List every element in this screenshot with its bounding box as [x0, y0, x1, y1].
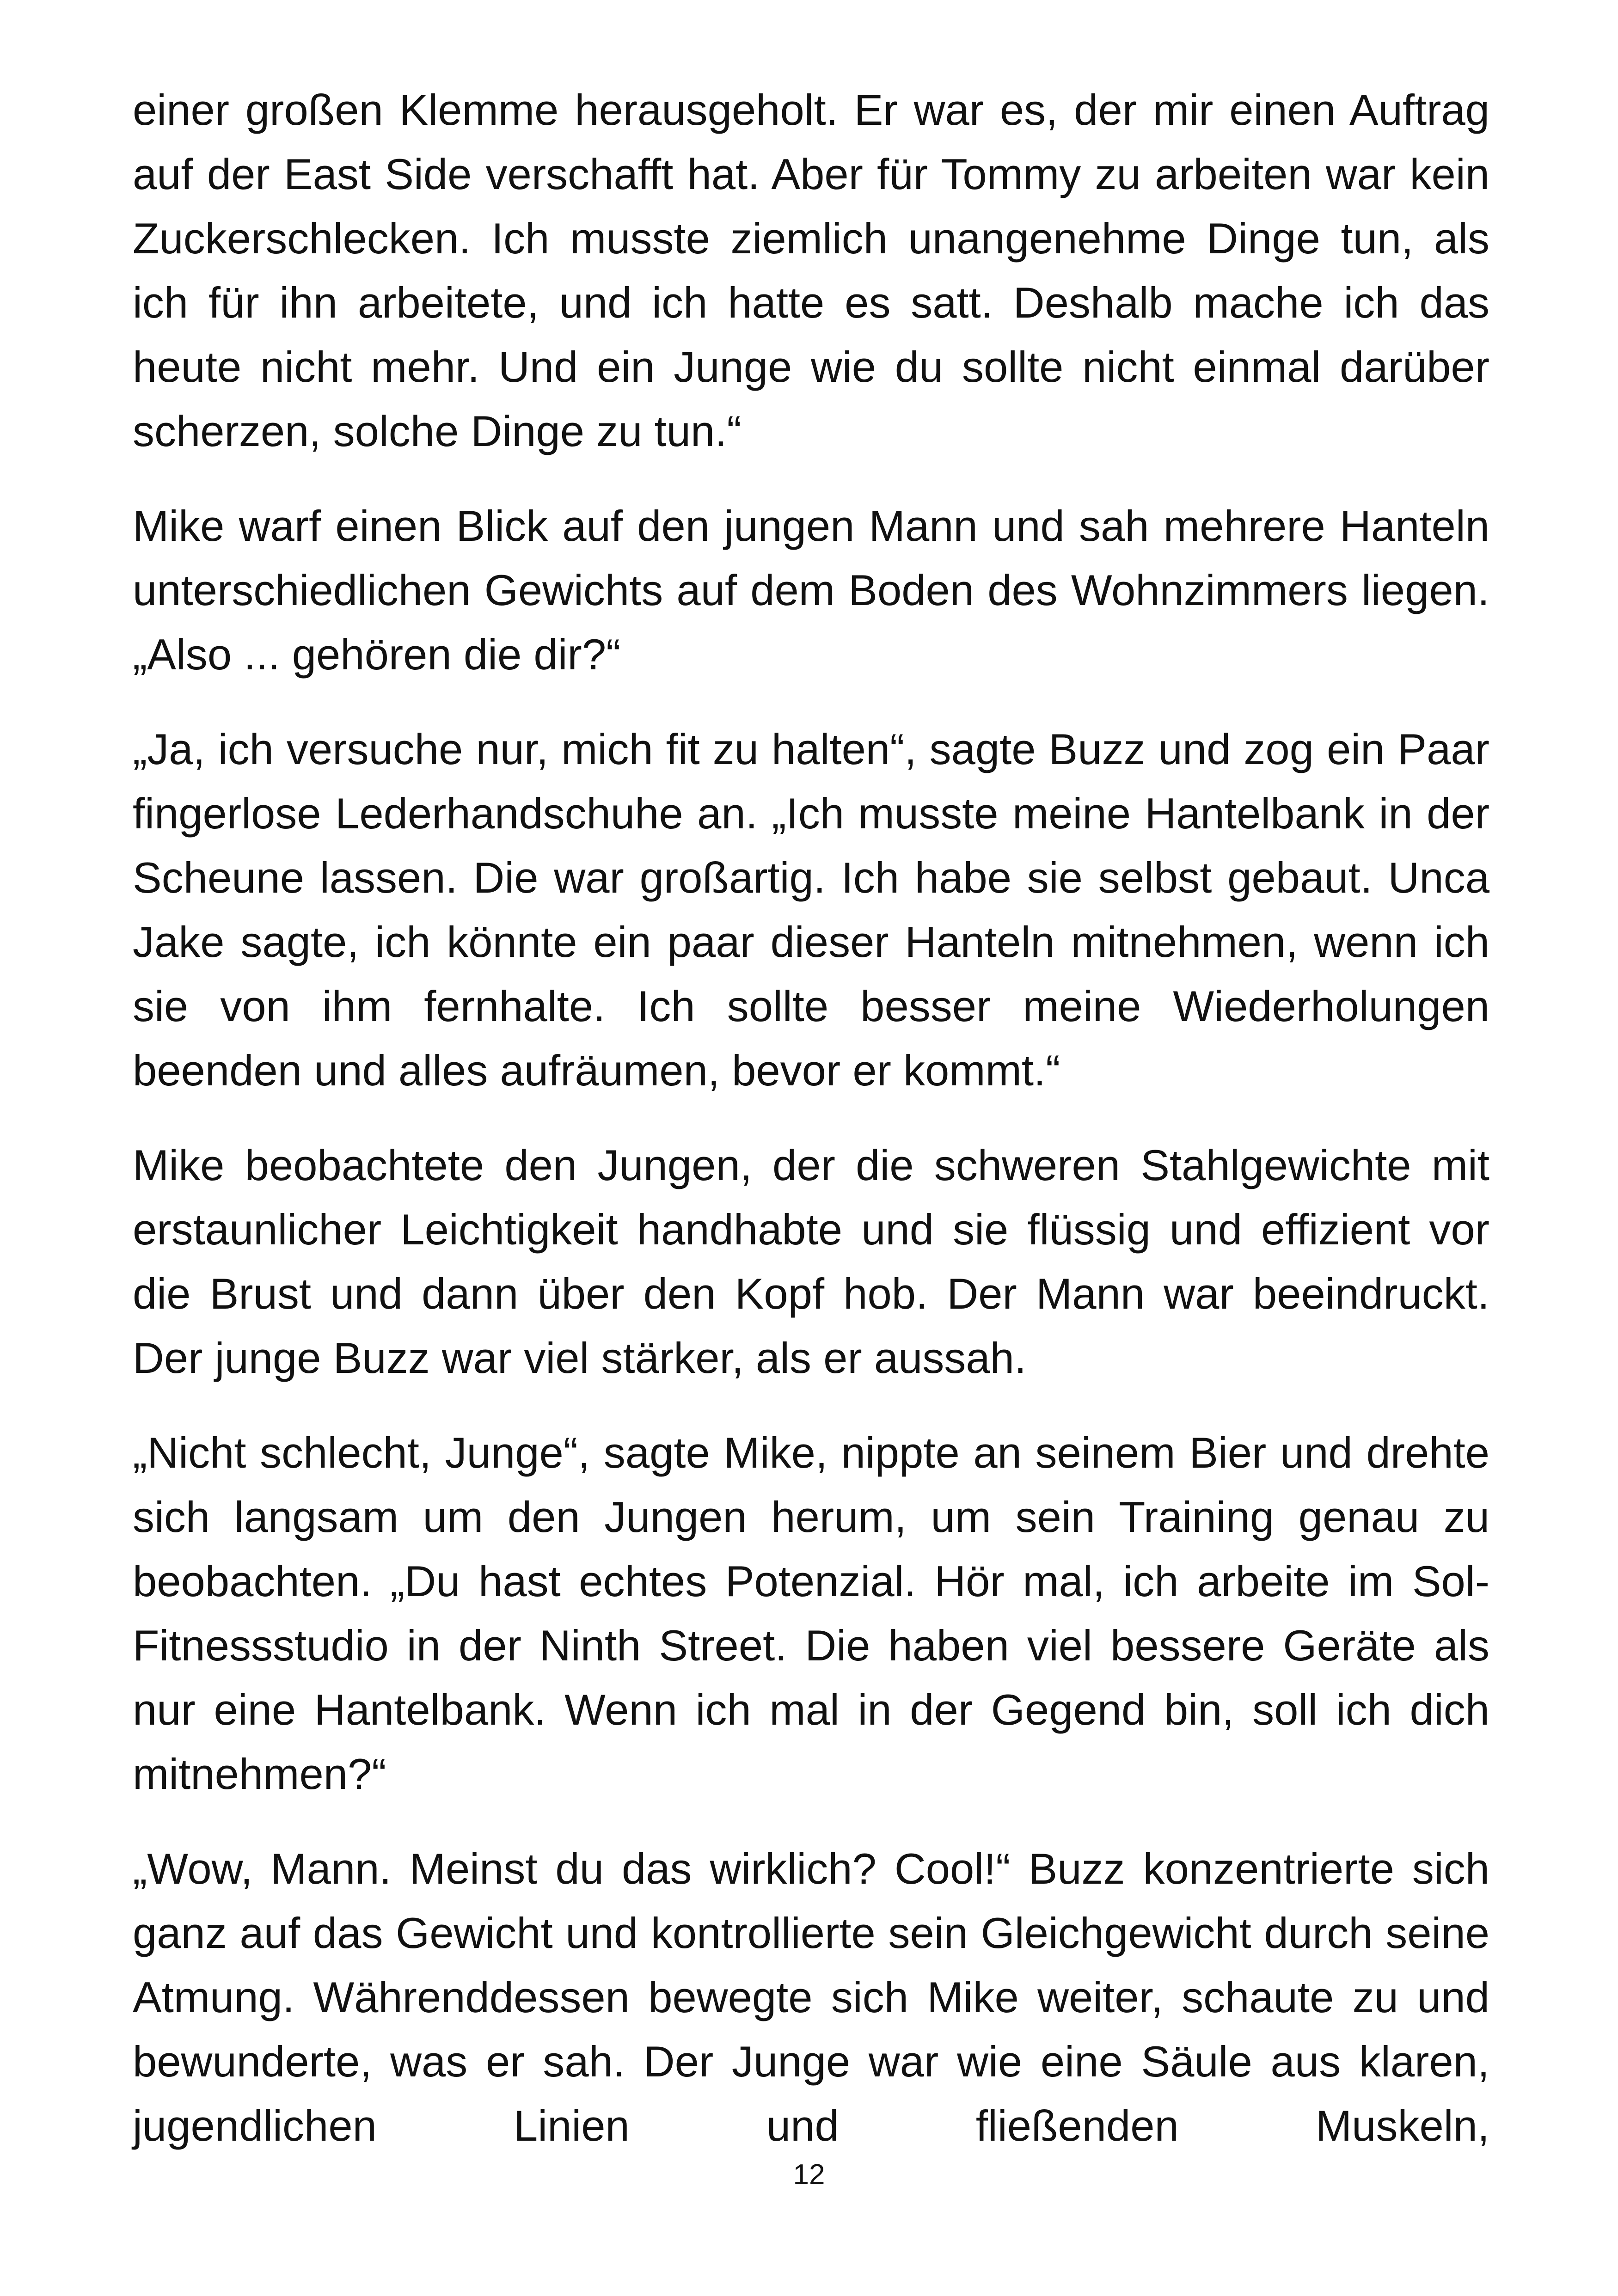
page-number: 12 — [793, 2159, 825, 2191]
paragraph-6: „Wow, Mann. Meinst du das wirklich? Cool!“ Buzz konzentrierte sich ganz auf das Gewicht und kontrollierte sein Gleichgewicht durch seine Atmung. Währenddessen bewegte sich Mike weiter, schaute zu und bewunderte, was er sah. Der Junge war wie eine Säule aus klaren, jugendlichen Linien und fließenden Muskeln, — [133, 1844, 1489, 2150]
paragraph-1: einer großen Klemme herausgeholt. Er war es, der mir einen Auftrag auf der East Side verschafft hat. Aber für Tommy zu arbeiten war kein Zuckerschlecken. Ich musste ziemlich unangenehme Dinge tun, als ich für ihn arbeitete, und ich hatte es satt. Deshalb mache ich das heute nicht mehr. Und ein Junge wie du sollte nicht einmal darüber scherzen, solche Dinge zu tun.“ — [133, 86, 1489, 455]
paragraph-5: „Nicht schlecht, Junge“, sagte Mike, nippte an seinem Bier und drehte sich langsam um den Jungen herum, um sein Training genau zu beobachten. „Du hast echtes Potenzial. Hör mal, ich arbeite im Sol-Fitnessstudio in der Ninth Street. Die haben viel bessere Geräte als nur eine Hantelbank. Wenn ich mal in der Gegend bin, soll ich dich mitnehmen?“ — [133, 1428, 1489, 1798]
paragraph-3: „Ja, ich versuche nur, mich fit zu halten“, sagte Buzz und zog ein Paar fingerlose Lederhandschuhe an. „Ich musste meine Hantelbank in der Scheune lassen. Die war großartig. Ich habe sie selbst gebaut. Unca Jake sagte, ich könnte ein paar dieser Hanteln mitnehmen, wenn ich sie von ihm fernhalte. Ich sollte besser meine Wiederholungen beenden und alles aufräumen, bevor er kommt.“ — [133, 725, 1489, 1095]
paragraph-2: Mike warf einen Blick auf den jungen Mann und sah mehrere Hanteln unterschiedlichen Gewichts auf dem Boden des Wohnzimmers liegen. „Also ... gehören die dir?“ — [133, 502, 1489, 679]
body-text — [133, 78, 1489, 2158]
paragraph-4: Mike beobachtete den Jungen, der die schweren Stahlgewichte mit erstaunlicher Leichtigkeit handhabte und sie flüssig und effizient vor die Brust und dann über den Kopf hob. Der Mann war beeindruckt. Der junge Buzz war viel stärker, als er aussah. — [133, 1141, 1489, 1382]
